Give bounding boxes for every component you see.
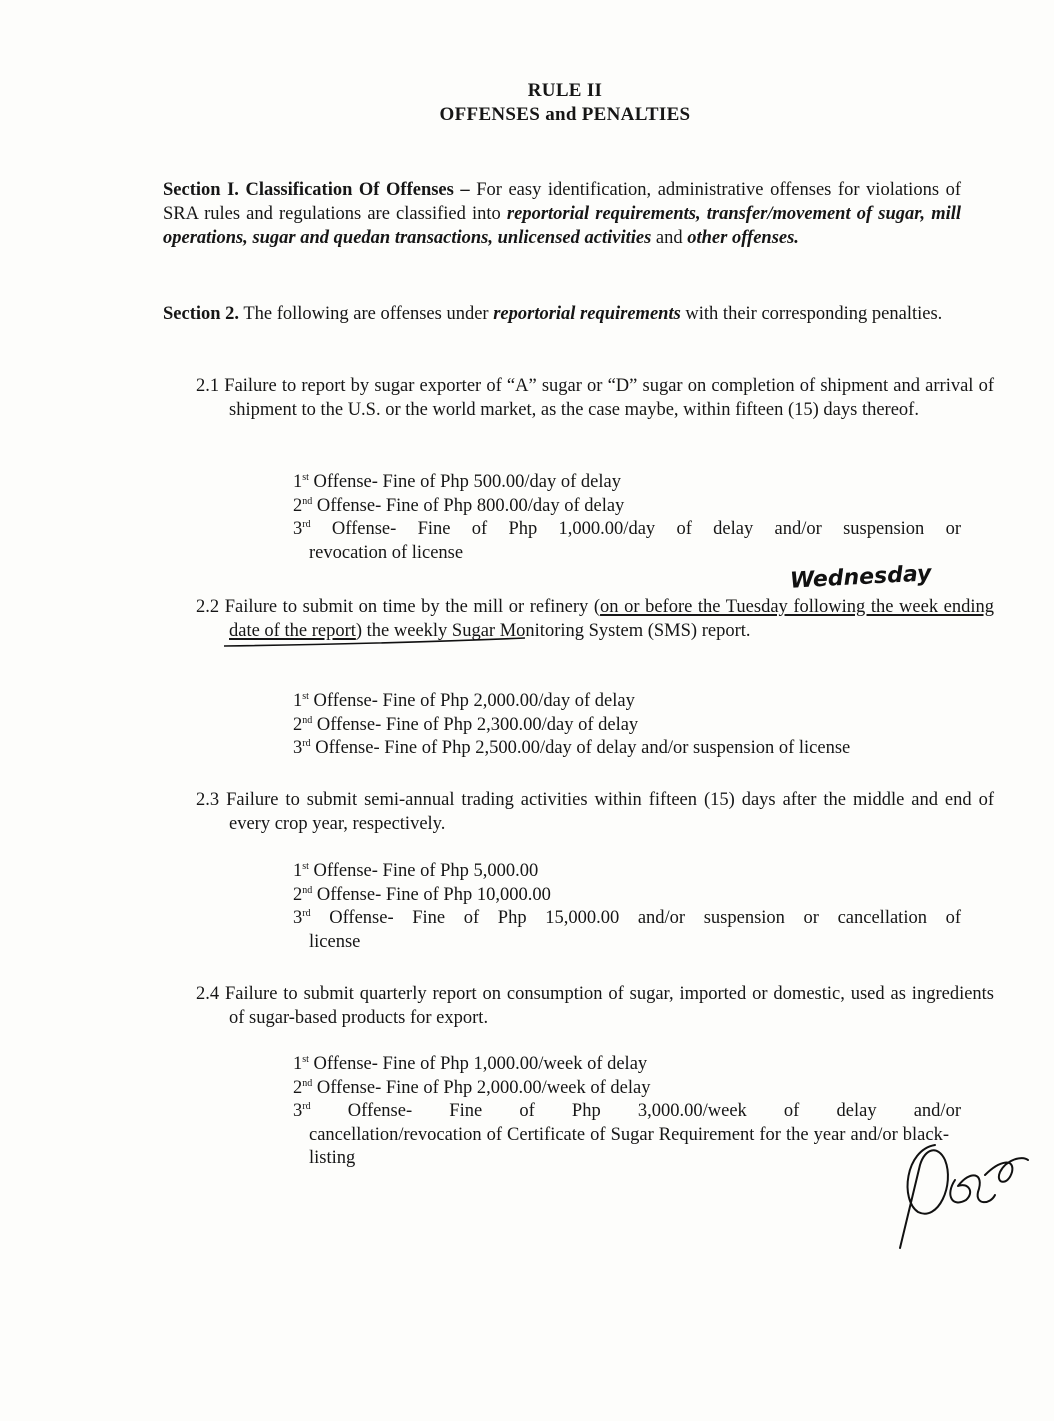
item-text-underlined: on or before the Tuesday following the week ending date of the report [229, 597, 994, 641]
category-reportorial: reportorial requirements, [506, 204, 707, 224]
category-unlicensed: unlicensed activities [497, 228, 652, 248]
category-transfer: transfer/movement of sugar, [706, 204, 932, 224]
penalty-line: 1st Offense- Fine of Php 1,000.00/week of delay [293, 1053, 648, 1074]
item-text-b: ) the weekly Sugar Monitoring System (SMS) report. [355, 621, 751, 641]
item-2-4-penalties [293, 1053, 961, 1171]
penalty-line: 3rd Offense- Fine of Php 15,000.00 and/or suspension or cancellation of [293, 907, 961, 928]
penalty-line-continuation: license [309, 931, 361, 952]
penalty-line-continuation: revocation of license [309, 542, 464, 563]
penalty-line: 1st Offense- Fine of Php 5,000.00 [293, 860, 539, 881]
section-2-emphasis: reportorial requirements [493, 304, 681, 324]
penalty-line: 2nd Offense- Fine of Php 800.00/day of delay [293, 495, 625, 516]
penalty-line: 1st Offense- Fine of Php 500.00/day of delay [293, 471, 621, 492]
category-sugar-quedan: sugar and quedan transactions, [252, 228, 498, 248]
category-other: other offenses. [687, 228, 799, 248]
item-number: 2.3 [196, 790, 220, 810]
item-2-1-penalties [293, 471, 961, 565]
penalty-line: 2nd Offense- Fine of Php 2,300.00/day of delay [293, 714, 639, 735]
item-2-1 [196, 374, 994, 422]
section-1-dash: – [453, 180, 477, 200]
section-2-text-b: with their corresponding penalties. [680, 304, 943, 324]
section-2-paragraph [163, 302, 961, 326]
rule-title: RULE II [527, 80, 603, 101]
section-1-paragraph [163, 178, 961, 250]
item-2-2 [196, 595, 994, 643]
rule-subtitle: OFFENSES and PENALTIES [439, 104, 691, 125]
item-number: 2.2 [196, 597, 220, 617]
penalty-line: 3rd Offense- Fine of Php 3,000.00/week of delay and/or [293, 1100, 961, 1121]
item-text-a: Failure to submit on time by the mill or refinery ( [224, 597, 601, 617]
penalty-line-continuation: cancellation/revocation of Certificate of Sugar Requirement for the year and/or black-listing [309, 1124, 949, 1168]
penalty-line: 2nd Offense- Fine of Php 2,000.00/week of delay [293, 1077, 651, 1098]
section-1-text: For easy identification, administrative offenses for violations of SRA rules and regulations are classified into [163, 180, 961, 224]
item-number: 2.4 [196, 984, 220, 1004]
item-2-3-penalties [293, 860, 961, 954]
item-text: Failure to submit quarterly report on consumption of sugar, imported or domestic, used as ingredients of sugar-based products for export. [225, 984, 995, 1028]
item-text: Failure to submit semi-annual trading activities within fifteen (15) days after the middle and end of every crop year, respectively. [226, 790, 994, 834]
section-1-heading: Section I. Classification Of Offenses [163, 180, 454, 200]
handwritten-note: Wednesday [789, 561, 933, 594]
item-2-4 [196, 982, 994, 1030]
item-number: 2.1 [196, 376, 220, 396]
item-text: Failure to report by sugar exporter of “A” sugar or “D” sugar on completion of shipment and arrival of shipment to the U.S. or the world market, as the case maybe, within fifteen (15) days thereof. [224, 376, 994, 420]
item-2-2-penalties [293, 690, 961, 761]
category-mill: mill operations, [163, 204, 961, 248]
penalty-line: 2nd Offense- Fine of Php 10,000.00 [293, 884, 551, 905]
penalty-line: 3rd Offense- Fine of Php 1,000.00/day of delay and/or suspension or [293, 518, 961, 539]
signature-stroke [985, 1158, 1028, 1182]
item-2-3 [196, 788, 994, 836]
section-2-heading: Section 2. [163, 304, 240, 324]
penalty-line: 1st Offense- Fine of Php 2,000.00/day of delay [293, 690, 635, 711]
section-1-and: and [651, 228, 688, 248]
section-2-text-a: The following are offenses under [239, 304, 494, 324]
penalty-line: 3rd Offense- Fine of Php 2,500.00/day of delay and/or suspension of license [293, 737, 851, 758]
signature-stroke [950, 1175, 995, 1202]
